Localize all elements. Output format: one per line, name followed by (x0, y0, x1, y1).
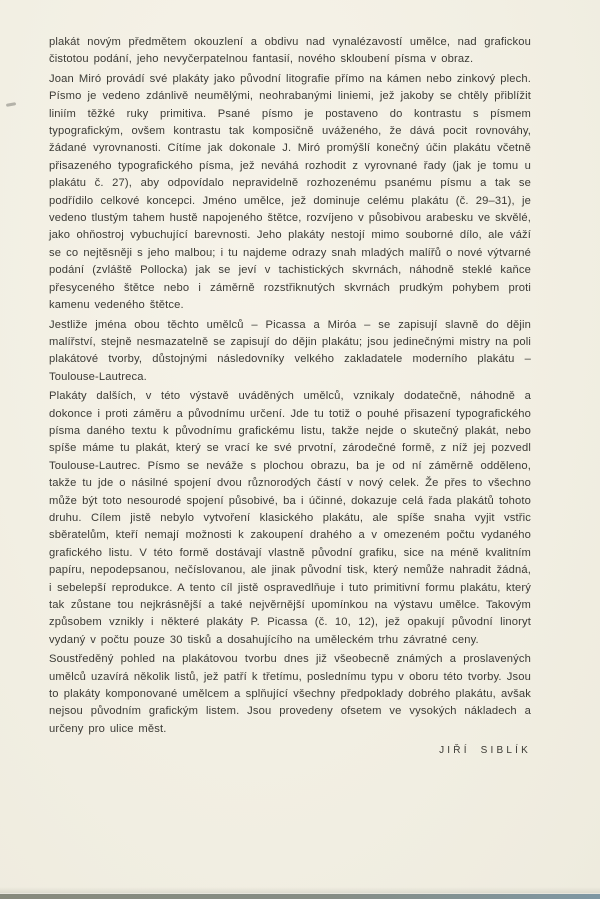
margin-pencil-mark (6, 102, 16, 106)
page-bottom-shade (0, 887, 600, 894)
author-signature: JIŘÍ SIBLÍK (439, 745, 531, 757)
paragraph-5: Soustředěný pohled na plakátovou tvorbu dnes již všeobecně známých a proslavených umělců uzavírá několik listů, jež patří k třetímu, poslednímu typu v oboru této tvorby. Jsou to plakáty komponované umělcem a splňující všechny předpoklady dobrého plakátu, avšak nejsou původním grafickým listem. Jsou provedeny ofsetem ve vysokých nákladech a určeny pro ulice měst. (49, 653, 531, 735)
paragraph-4: Plakáty dalších, v této výstavě uváděných umělců, vznikaly dodatečně, náhodně a dokonce i proti záměru a původnímu určení. Jde tu totiž o pouhé přisazení typografického písma daného textu k původnímu grafickému listu, takže nejde o skutečný plakát, nebo spíše máme tu plakát, který se vrací ke své prvotní, zárodečné formě, z níž jej pozvedl Toulouse-Lautrec. Písmo se neváže s plochou obrazu, ba je od ní záměrně odděleno, takže tu jde o násilné spojení dvou různorodých částí v nový celek. Že přes to všechno může být toto nesourodé spojení působivé, ba i účinné, dokazuje celá řada plakátů tohoto druhu. Cílem jistě nebylo vytvoření klasického plakátu, ale spíše snaha vyjit vstřic sběratelům, kteří nemají možnosti k zakoupení drahého a v omezeném počtu vydaného grafického listu. V této formě dostávají vlastně původní grafiku, sice na méně kvalitním papíru, nepodepsanou, nečíslovanou, ale jinak původní tisk, který nemůže nahradit žádná, i sebelepší reprodukce. A tento cíl jistě ospravedlňuje i tuto primitivní formu plakátu, který tak zůstane tou nejkrásnější a také nejvěrnější upomínkou na výstavu umělce. Takovým způsobem vznikly i některé plakáty P. Picassa (č. 10, 12), jež opakují původní linoryt vydaný v počtu pouze 30 tisků a dosahujícího na uměleckém trhu závratné ceny. (49, 390, 531, 646)
paragraph-1: plakát novým předmětem okouzlení a obdivu nad vynalézavostí umělce, nad grafickou čistotou podání, jeho nevyčerpatelnou fantasií, nového skloubení písma v obraz. (49, 36, 531, 66)
text-block (49, 34, 531, 760)
page-bottom-edge (0, 894, 600, 899)
paragraph-3: Jestliže jména obou těchto umělců – Picassa a Miróa – se zapisují slavně do dějin malířství, stejně nesmazatelně se zapisují do dějin plakátu; jsou jedinečnými mistry na poli plakátové tvorby, důstojnými následovníky velkého zakladatele moderního plakátu – Toulouse-Lautreca. (49, 318, 531, 383)
paragraph-2: Joan Miró provádí své plakáty jako původní litografie přímo na kámen nebo zinkový plech. Písmo je vedeno zdánlivě neumělými, neohrabanými liniemi, jež jakoby se chtěly přiblížit liniím těžké ruky primitiva. Psané písmo je postaveno do kontrastu s písmem typografickým, ovšem kontrastu tak komposičně uváženého, že dává pocit rovnováhy, žádané vyrovnanosti. Cítíme jak dokonale J. Miró promýšlí konečný účin plakátu včetně přisazeného typografického písma, jež neváhá rozhodit z vyrovnané řady (jak je tomu u plakátu č. 27), aby odpovídalo nepravidelně rozhozenému psanému písmu a tak se podřídilo celkové koncepci. Jméno umělce, jež dominuje celému plakátu (č. 29–31), je vedeno tlustým tahem hustě napojeného štětce, rozvíjeno v působivou arabesku ve skvělé, jako ohňostroj vybuchující barevnosti. Jeho plakáty nestojí mimo souborné dílo, ale váží se co nejtěsněji s jeho malbou; i tu najdeme odrazy snah mladých malířů o nové výtvarné podání (zvláště Pollocka) jak se jeví v tachistických skvrnách, náhodně steklé kaňce přesyceného štětce nebo i záměrně rozstřiknutých skvrnách prudkým pohybem proti kamenu vedeného štětce. (49, 72, 531, 312)
